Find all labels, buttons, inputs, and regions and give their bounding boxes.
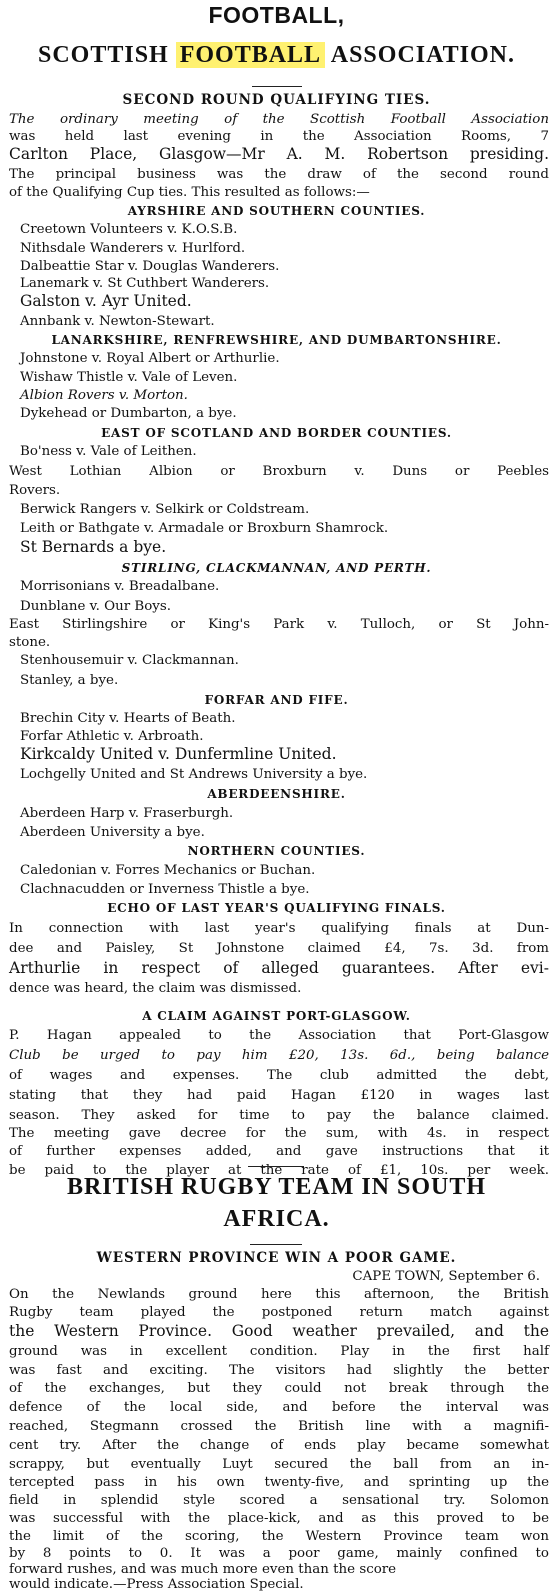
- text-line: season. They asked for time to pay the balance claimed.: [9, 1108, 549, 1123]
- text-line: stating that they had paid Hagan £120 in wages last: [9, 1088, 549, 1103]
- text-line: Forfar Athletic v. Arbroath.: [20, 729, 204, 744]
- text-line: ECHO OF LAST YEAR'S QUALIFYING FINALS.: [107, 901, 446, 915]
- text-line: A CLAIM AGAINST PORT-GLASGOW.: [142, 1009, 411, 1023]
- highlighted-search-term: FOOTBALL: [176, 42, 325, 68]
- text-line: was successful with the place-kick, and as this proved to be: [9, 1511, 549, 1526]
- text-line: Arthurlie in respect of alleged guarantees. After evi-: [9, 959, 549, 977]
- text-line: EAST OF SCOTLAND AND BORDER COUNTIES.: [101, 426, 452, 440]
- text-line: Galston v. Ayr United.: [20, 292, 192, 310]
- text-line: P. Hagan appealed to the Association that Port-Glasgow: [9, 1028, 549, 1043]
- text-line: Nithsdale Wanderers v. Hurlford.: [20, 241, 246, 256]
- text-line: would indicate.—Press Association Special.: [9, 1577, 304, 1592]
- text-line: The principal business was the draw of the second round: [9, 167, 549, 182]
- article-headline: [6, 40, 547, 70]
- text-line: forward rushes, and was much more even than the score: [9, 1562, 397, 1577]
- text-line: scrappy, but eventually Luyt secured the ball from an in-: [9, 1457, 549, 1472]
- text-line: The ordinary meeting of the Scottish Football Association: [9, 112, 549, 127]
- text-line: CAPE TOWN, September 6.: [352, 1269, 540, 1284]
- text-line: ABERDEENSHIRE.: [207, 787, 346, 801]
- text-line: Morrisonians v. Breadalbane.: [20, 579, 220, 594]
- text-line: Stanley, a bye.: [20, 673, 119, 688]
- text-line: was fast and exciting. The visitors had slightly the better: [9, 1363, 549, 1378]
- divider-rule: [248, 1166, 304, 1167]
- text-line: cent try. After the change of ends play became somewhat: [9, 1438, 549, 1453]
- divider-rule: [252, 86, 302, 87]
- text-line: Berwick Rangers v. Selkirk or Coldstream.: [20, 502, 310, 517]
- text-line: tercepted pass in his own twenty-five, and sprinting up the: [9, 1475, 549, 1490]
- text-line: FORFAR AND FIFE.: [204, 693, 349, 707]
- text-line: Club be urged to pay him £20, 13s. 6d., being balance: [9, 1048, 549, 1063]
- text-line: LANARKSHIRE, RENFREWSHIRE, AND DUMBARTONSHIRE.: [51, 333, 502, 347]
- text-line: reached, Stegmann crossed the British line with a magnifi-: [9, 1419, 549, 1434]
- article-headline: AFRICA.: [223, 1206, 330, 1232]
- text-line: Aberdeen Harp v. Fraserburgh.: [20, 806, 234, 821]
- text-line: West Lothian Albion or Broxburn v. Duns or Peebles: [9, 464, 549, 479]
- text-line: Bo'ness v. Vale of Leithen.: [20, 444, 197, 459]
- text-line: WESTERN PROVINCE WIN A POOR GAME.: [96, 1250, 457, 1266]
- text-line: Dalbeattie Star v. Douglas Wanderers.: [20, 259, 280, 274]
- text-line: defence of the local side, and before the interval was: [9, 1400, 549, 1415]
- text-line: be paid to the player at the rate of £1, 10s. per week.: [9, 1163, 549, 1178]
- text-line: STIRLING, CLACKMANNAN, AND PERTH.: [121, 561, 432, 575]
- text-line: the limit of the scoring, the Western Province team won: [9, 1529, 549, 1544]
- text-line: of the exchanges, but they could not break through the: [9, 1381, 549, 1396]
- text-line: Leith or Bathgate v. Armadale or Broxburn Shamrock.: [20, 521, 389, 536]
- text-line: Dunblane v. Our Boys.: [20, 599, 171, 614]
- text-line: The meeting gave decree for the sum, with 4s. in respect: [9, 1126, 549, 1141]
- text-line: dence was heard, the claim was dismissed.: [9, 981, 302, 996]
- text-line: Carlton Place, Glasgow—Mr A. M. Robertson presiding.: [9, 145, 549, 163]
- text-line: Dykehead or Dumbarton, a bye.: [20, 406, 237, 421]
- text-line: East Stirlingshire or King's Park v. Tulloch, or St John-: [9, 617, 549, 632]
- text-line: of the Qualifying Cup ties. This resulted as follows:—: [9, 185, 370, 200]
- text-line: St Bernards a bye.: [20, 538, 167, 556]
- text-line: Caledonian v. Forres Mechanics or Buchan.: [20, 863, 316, 878]
- text-line: Rugby team played the postponed return match against: [9, 1305, 549, 1320]
- text-line: by 8 points to 0. It was a poor game, mainly confined to: [9, 1546, 549, 1561]
- headline-word: SCOTTISH: [37, 42, 169, 68]
- text-line: of wages and expenses. The club admitted the debt,: [9, 1068, 549, 1083]
- text-line: Brechin City v. Hearts of Beath.: [20, 711, 236, 726]
- text-line: of further expenses added, and gave instructions that it: [9, 1144, 549, 1159]
- text-line: Rovers.: [9, 483, 61, 498]
- text-line: Creetown Volunteers v. K.O.S.B.: [20, 222, 238, 237]
- text-line: Albion Rovers v. Morton.: [20, 388, 188, 403]
- text-line: SECOND ROUND QUALIFYING TIES.: [122, 92, 431, 108]
- text-line: ground was in excellent condition. Play in the first half: [9, 1344, 549, 1359]
- text-line: Annbank v. Newton-Stewart.: [20, 314, 215, 329]
- text-line: Johnstone v. Royal Albert or Arthurlie.: [20, 351, 280, 366]
- article-headline: BRITISH RUGBY TEAM IN SOUTH: [66, 1174, 487, 1200]
- text-line: AYRSHIRE AND SOUTHERN COUNTIES.: [127, 204, 426, 218]
- text-line: Lanemark v. St Cuthbert Wanderers.: [20, 276, 270, 291]
- text-line: Aberdeen University a bye.: [20, 825, 205, 840]
- text-line: Stenhousemuir v. Clackmannan.: [20, 653, 239, 668]
- text-line: Kirkcaldy United v. Dunfermline United.: [20, 745, 337, 763]
- text-line: NORTHERN COUNTIES.: [187, 844, 366, 858]
- text-line: Clachnacudden or Inverness Thistle a bye.: [20, 882, 310, 897]
- text-line: On the Newlands ground here this afternoon, the British: [9, 1287, 549, 1302]
- text-line: field in splendid style scored a sensational try. Solomon: [9, 1493, 549, 1508]
- text-line: the Western Province. Good weather prevailed, and the: [9, 1322, 549, 1340]
- text-line: Lochgelly United and St Andrews University a bye.: [20, 767, 368, 782]
- section-kicker: FOOTBALL,: [208, 2, 345, 28]
- text-line: was held last evening in the Association Rooms, 7: [9, 129, 549, 144]
- divider-rule: [250, 1244, 302, 1245]
- text-line: Wishaw Thistle v. Vale of Leven.: [20, 370, 238, 385]
- text-line: In connection with last year's qualifying finals at Dun-: [9, 921, 549, 936]
- text-line: stone.: [9, 635, 51, 650]
- text-line: dee and Paisley, St Johnstone claimed £4, 7s. 3d. from: [9, 941, 549, 956]
- headline-word: ASSOCIATION.: [330, 42, 516, 68]
